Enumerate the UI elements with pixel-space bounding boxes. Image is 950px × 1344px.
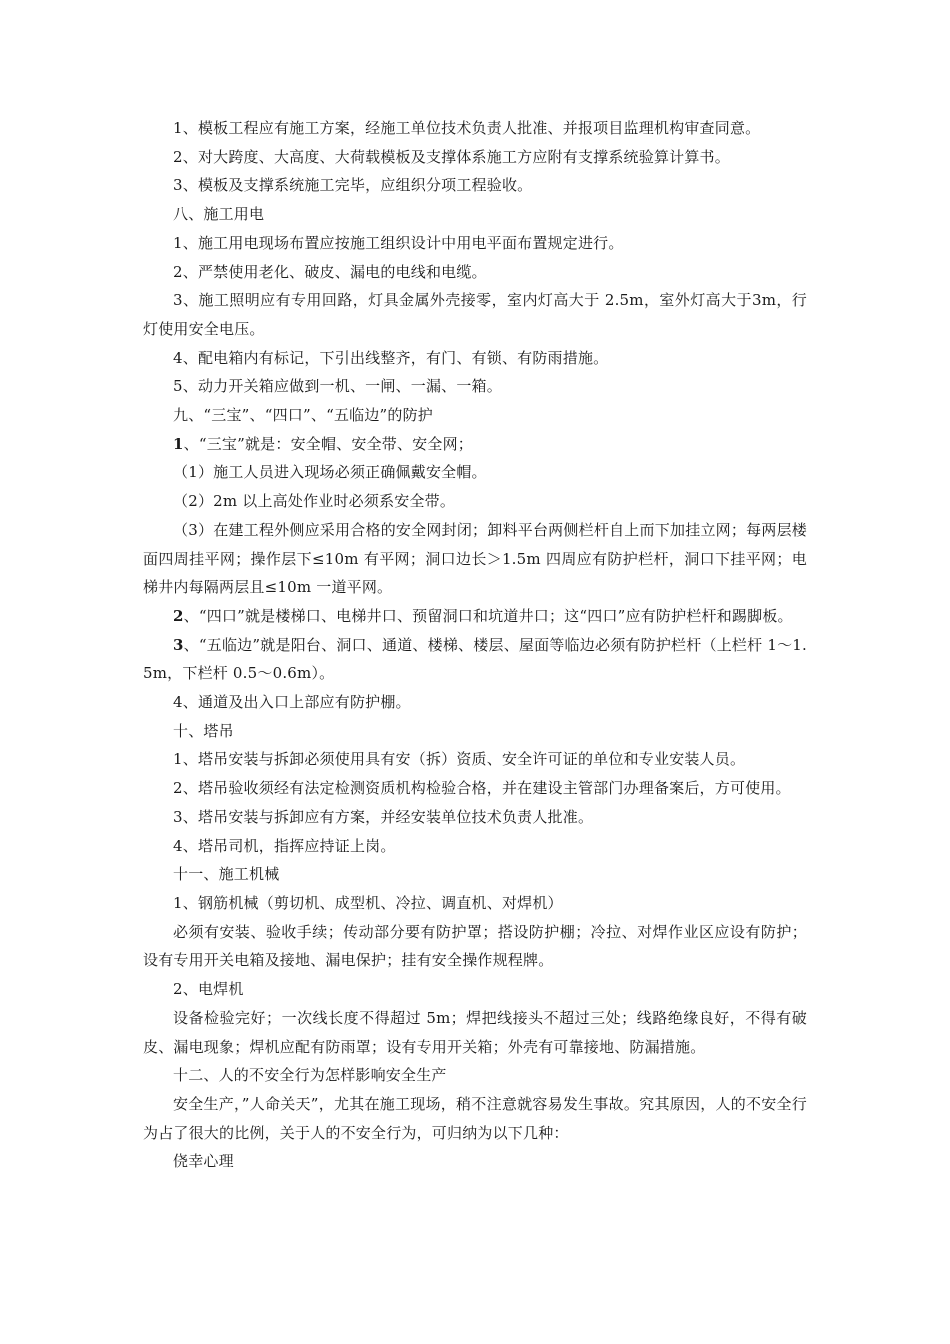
paragraph-text: 、“四口”就是楼梯口、电梯井口、预留洞口和坑道井口；这“四口”应有防护栏杆和踢脚板。 <box>183 606 793 625</box>
paragraph-helmet: （1）施工人员进入现场必须正确佩戴安全帽。 <box>173 463 487 482</box>
paragraph-luck-mentality: 侥幸心理 <box>173 1152 234 1171</box>
paragraph-shelter: 4、通道及出入口上部应有防护棚。 <box>173 693 411 712</box>
paragraph-five-edges <box>143 631 807 688</box>
paragraph-three-treasures <box>143 430 807 459</box>
paragraph-power-3: 3、施工照明应有专用回路，灯具金属外壳接零，室内灯高大于 2.5m，室外灯高大于3m，行灯使用安全电压。 <box>143 291 807 338</box>
bold-number: 2 <box>173 606 184 625</box>
section-heading-machinery: 十一、施工机械 <box>173 865 280 884</box>
section-heading-unsafe-behavior: 十二、人的不安全行为怎样影响安全生产 <box>173 1066 447 1085</box>
paragraph-power-2: 2、严禁使用老化、破皮、漏电的电线和电缆。 <box>173 262 487 281</box>
paragraph-template-2: 2、对大跨度、大高度、大荷载模板及支撑体系施工方应附有支撑系统验算计算书。 <box>173 147 730 166</box>
bold-number: 3 <box>173 635 184 654</box>
paragraph-power-5: 5、动力开关箱应做到一机、一闸、一漏、一箱。 <box>173 377 502 396</box>
paragraph-rebar-requirements: 必须有安装、验收手续；传动部分要有防护罩；搭设防护棚；冷拉、对焊作业区应设有防护；设有专用开关电箱及接地、漏电保护；挂有安全操作规程牌。 <box>143 922 807 970</box>
paragraph-power-1: 1、施工用电现场布置应按施工组织设计中用电平面布置规定进行。 <box>173 233 624 252</box>
paragraph-text: 、“三宝”就是：安全帽、安全带、安全网； <box>183 434 473 453</box>
paragraph-net: （3）在建工程外侧应采用合格的安全网封闭；卸料平台两侧栏杆自上而下加挂立网；每两层楼面四周挂平网；操作层下≤10m 有平网；洞口边长＞1.5m 四周应有防护栏杆，洞口下挂平网；电梯井内每隔两层且≤10m 一道平网。 <box>143 520 807 597</box>
paragraph-template-1: 1、模板工程应有施工方案，经施工单位技术负责人批准、并报项目监理机构审查同意。 <box>173 119 761 137</box>
paragraph-crane-2: 2、塔吊验收须经有法定检测资质机构检验合格，并在建设主管部门办理备案后，方可使用。 <box>173 779 791 798</box>
paragraph-text: 、“五临边”就是阳台、洞口、通道、楼梯、楼层、屋面等临边必须有防护栏杆（上栏杆 1～1.5m，下栏杆 0.5～0.6m）。 <box>143 635 807 683</box>
paragraph-welder: 2、电焊机 <box>173 980 244 999</box>
paragraph-belt: （2）2m 以上高处作业时必须系安全带。 <box>173 492 456 511</box>
paragraph-crane-1: 1、塔吊安装与拆卸必须使用具有安（拆）资质、安全许可证的单位和专业安装人员。 <box>173 750 746 769</box>
paragraph-rebar-machinery: 1、钢筋机械（剪切机、成型机、冷拉、调直机、对焊机） <box>173 893 563 912</box>
paragraph-welder-requirements: 设备检验完好；一次线长度不得超过 5m；焊把线接头不超过三处；线路绝缘良好，不得有破皮、漏电现象；焊机应配有防雨罩；设有专用开关箱；外壳有可靠接地、防漏措施。 <box>143 1008 807 1056</box>
paragraph-crane-3: 3、塔吊安装与拆卸应有方案，并经安装单位技术负责人批准。 <box>173 807 594 826</box>
paragraph-template-3: 3、模板及支撑系统施工完毕，应组织分项工程验收。 <box>173 176 533 195</box>
section-heading-power: 八、施工用电 <box>173 205 265 224</box>
section-heading-crane: 十、塔吊 <box>173 721 234 740</box>
paragraph-four-openings <box>143 602 807 631</box>
paragraph-crane-4: 4、塔吊司机，指挥应持证上岗。 <box>173 836 396 855</box>
paragraph-power-4: 4、配电箱内有标记，下引出线整齐，有门、有锁、有防雨措施。 <box>173 348 609 367</box>
paragraph-unsafe-behavior: 安全生产，”人命关天”，尤其在施工现场，稍不注意就容易发生事故。究其原因，人的不安全行为占了很大的比例，关于人的不安全行为，可归纳为以下几种： <box>143 1094 807 1142</box>
document-page <box>143 114 807 1176</box>
bold-number: 1 <box>173 434 184 453</box>
section-heading-protection: 九、“三宝”、“四口”、“五临边”的防护 <box>173 406 434 425</box>
